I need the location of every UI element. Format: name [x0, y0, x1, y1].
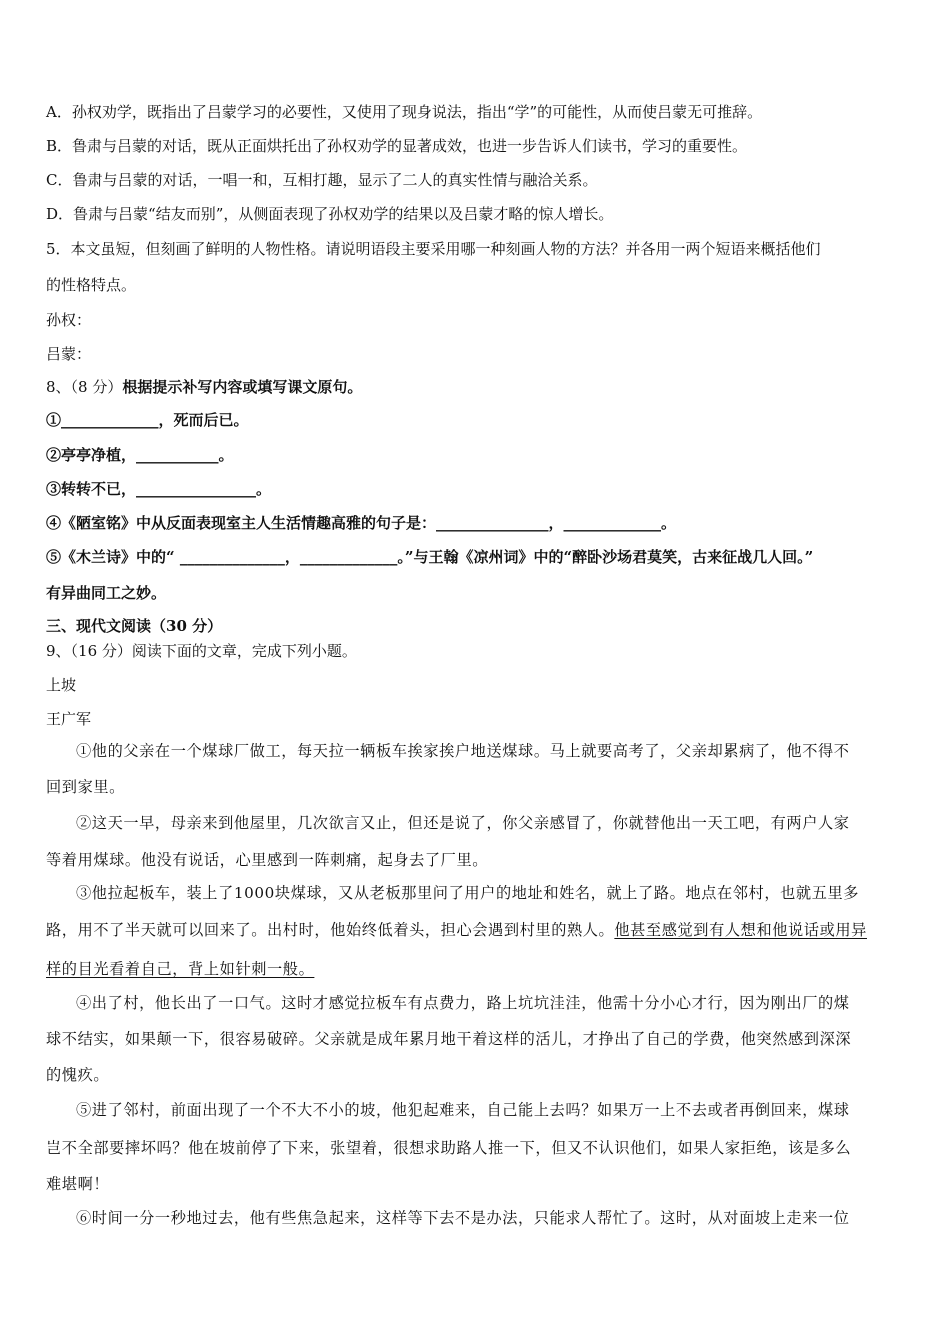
fill-item-3: ③转转不已，________________。 — [46, 480, 272, 498]
answer-label-lvmeng: 吕蒙： — [46, 345, 92, 363]
question-8-number: 8、（8 分） — [46, 378, 123, 396]
paragraph-4-line-3: 的愧疚。 — [46, 1066, 110, 1084]
paragraph-4-line-1: ④出了村，他长出了一口气。这时才感觉拉板车有点费力，路上坑坑洼洼，他需十分小心才行，因为刚出厂的煤 — [76, 994, 850, 1012]
question-5-line-2: 的性格特点。 — [46, 276, 137, 294]
paragraph-3-line-1: ③他拉起板车，装上了1000块煤球，又从老板那里问了用户的地址和姓名，就上了路。地点在邻村，也就五里多 — [76, 884, 860, 902]
answer-label-sunquan: 孙权： — [46, 311, 92, 329]
fill-item-1: ①_____________，死而后已。 — [46, 411, 249, 429]
article-author: 王广军 — [46, 710, 92, 728]
paragraph-3-text: 路，用不了半天就可以回来了。出村时，他始终低着头，担心会遇到村里的熟人。 — [46, 921, 615, 939]
question-8-header — [46, 377, 362, 397]
underlined-sentence-end: 样的目光看着自己，背上如针刺一般。 — [46, 960, 315, 978]
fill-item-5-line-2: 有异曲同工之妙。 — [46, 584, 167, 602]
paragraph-5-line-3: 难堪啊！ — [46, 1175, 110, 1193]
paragraph-1-line-1: ①他的父亲在一个煤球厂做工，每天拉一辆板车挨家挨户地送煤球。马上就要高考了，父亲却累病了，他不得不 — [76, 742, 850, 760]
paragraph-2-line-2: 等着用煤球。他没有说话，心里感到一阵刺痛，起身去了厂里。 — [46, 851, 489, 869]
paragraph-6-line-1: ⑥时间一分一秒地过去，他有些焦急起来，这样等下去不是办法，只能求人帮忙了。这时，从对面坡上走来一位 — [76, 1209, 850, 1227]
article-title: 上坡 — [46, 676, 77, 694]
fill-item-5-line-1: ⑤《木兰诗》中的“ ______________，_____________。”与王翰《凉州词》中的“醉卧沙场君莫笑，古来征战几人回。” — [46, 548, 814, 566]
paragraph-5-line-1: ⑤进了邻村，前面出现了一个不大不小的坡，他犯起难来，自己能上去吗？如果万一上不去或者再倒回来，煤球 — [76, 1101, 850, 1119]
paragraph-2-line-1: ②这天一早，母亲来到他屋里，几次欲言又止，但还是说了，你父亲感冒了，你就替他出一天工吧，有两户人家 — [76, 814, 850, 832]
fill-item-4: ④《陋室铭》中从反面表现室主人生活情趣高雅的句子是：_______________，_____________。 — [46, 514, 677, 532]
fill-item-2: ②亭亭净植，___________。 — [46, 446, 234, 464]
underlined-sentence: 他甚至感觉到有人想和他说话或用异 — [614, 921, 867, 939]
option-b: B．鲁肃与吕蒙的对话，既从正面烘托出了孙权劝学的显著成效，也进一步告诉人们读书，学习的重要性。 — [46, 137, 748, 155]
option-d: D．鲁肃与吕蒙“结友而别”，从侧面表现了孙权劝学的结果以及吕蒙才略的惊人增长。 — [46, 205, 614, 223]
paragraph-3-line-2 — [46, 920, 867, 940]
question-8-instruction: 根据提示补写内容或填写课文原句。 — [122, 378, 363, 396]
paragraph-1-line-2: 回到家里。 — [46, 778, 125, 796]
paragraph-5-line-2: 岂不全部要摔坏吗？他在坡前停了下来，张望着，很想求助路人推一下，但又不认识他们，如果人家拒绝，该是多么 — [46, 1139, 852, 1157]
section-3-heading: 三、现代文阅读（30 分） — [46, 617, 223, 635]
option-a: A．孙权劝学，既指出了吕蒙学习的必要性，又使用了现身说法，指出“学”的可能性，从而使吕蒙无可推辞。 — [46, 103, 763, 121]
question-5-line-1: 5．本文虽短，但刻画了鲜明的人物性格。请说明语段主要采用哪一种刻画人物的方法？并各用一两个短语来概括他们 — [46, 240, 821, 258]
paragraph-4-line-2: 球不结实，如果颠一下，很容易破碎。父亲就是成年累月地干着这样的活儿，才挣出了自己的学费，他突然感到深深 — [46, 1030, 852, 1048]
question-9-header: 9、（16 分）阅读下面的文章，完成下列小题。 — [46, 642, 357, 660]
option-c: C．鲁肃与吕蒙的对话，一唱一和，互相打趣，显示了二人的真实性情与融洽关系。 — [46, 171, 598, 189]
